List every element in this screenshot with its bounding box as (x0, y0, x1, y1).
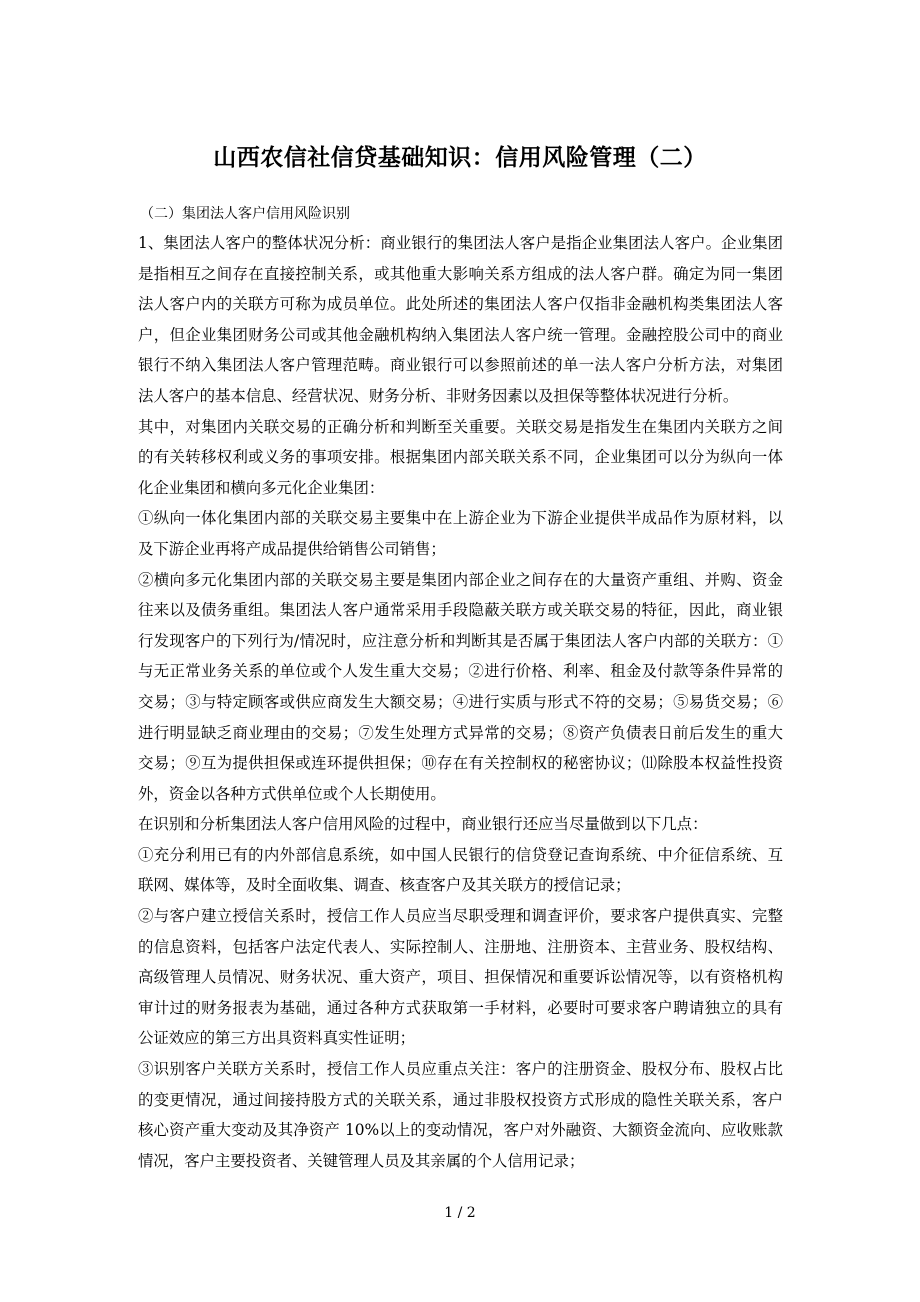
paragraph-point-1: ①充分利用已有的内外部信息系统，如中国人民银行的信贷登记查询系统、中介征信系统、互联网、媒体等，及时全面收集、调查、核查客户及其关联方的授信记录； (138, 845, 783, 895)
document-title: 山西农信社信贷基础知识：信用风险管理（二） (213, 145, 707, 171)
paragraph-related-transactions: 其中，对集团内关联交易的正确分析和判断至关重要。关联交易是指发生在集团内关联方之间的有关转移权利或义务的事项安排。根据集团内部关联关系不同，企业集团可以分为纵向一体化企业集团和横向多元化企业集团： (138, 417, 783, 497)
document-body (138, 200, 783, 1176)
paragraph-vertical-integration: ①纵向一体化集团内部的关联交易主要集中在上游企业为下游企业提供半成品作为原材料，以及下游企业再将产成品提供给销售公司销售； (138, 509, 783, 558)
paragraph-identification-intro: 在识别和分析集团法人客户信用风险的过程中，商业银行还应当尽量做到以下几点： (138, 815, 708, 834)
paragraph-point-2: ②与客户建立授信关系时，授信工作人员应当尽职受理和调查评价，要求客户提供真实、完整的信息资料，包括客户法定代表人、实际控制人、注册地、注册资本、主营业务、股权结构、高级管理人员情况、财务状况、重大资产，项目、担保情况和重要诉讼情况等，以有资格机构审计过的财务报表为基础，通过各种方式获取第一手材料，必要时可要求客户聘请独立的具有公证效应的第三方出具资料真实性证明； (138, 907, 783, 1048)
section-subheading: （二）集团法人客户信用风险识别 (140, 206, 350, 222)
paragraph-group-overview: 1、集团法人客户的整体状况分析：商业银行的集团法人客户是指企业集团法人客户。企业集团是指相互之间存在直接控制关系，或其他重大影响关系方组成的法人客户群。确定为同一集团法人客户内的关联方可称为成员单位。此处所述的集团法人客户仅指非金融机构类集团法人客户，但企业集团财务公司或其他金融机构纳入集团法人客户统一管理。金融控股公司中的商业银行不纳入集团法人客户管理范畴。商业银行可以参照前述的单一法人客户分析方法，对集团法人客户的基本信息、经营状况、财务分析、非财务因素以及担保等整体状况进行分析。 (138, 234, 783, 405)
paragraph-horizontal-diversification: ②横向多元化集团内部的关联交易主要是集团内部企业之间存在的大量资产重组、并购、资金往来以及债务重组。集团法人客户通常采用手段隐蔽关联方或关联交易的特征，因此，商业银行发现客户的下列行为/情况时，应注意分析和判断其是否属于集团法人客户内部的关联方：①与无正常业务关系的单位或个人发生重大交易；②进行价格、利率、租金及付款等条件异常的交易；③与特定顾客或供应商发生大额交易；④进行实质与形式不符的交易；⑤易货交易；⑥进行明显缺乏商业理由的交易；⑦发生处理方式异常的交易；⑧资产负债表日前后发生的重大交易；⑨互为提供担保或连环提供担保；⑩存在有关控制权的秘密协议；⑾除股本权益性投资外，资金以各种方式供单位或个人长期使用。 (138, 570, 783, 803)
page-number: 1 / 2 (444, 1205, 476, 1221)
paragraph-point-3: ③识别客户关联方关系时，授信工作人员应重点关注：客户的注册资金、股权分布、股权占比的变更情况，通过间接持股方式的关联关系，通过非股权投资方式形成的隐性关联关系，客户核心资产重大变动及其净资产 10%以上的变动情况，客户对外融资、大额资金流向、应收账款情况，客户主要投资者、关键管理人员及其亲属的个人信用记录； (138, 1060, 783, 1170)
